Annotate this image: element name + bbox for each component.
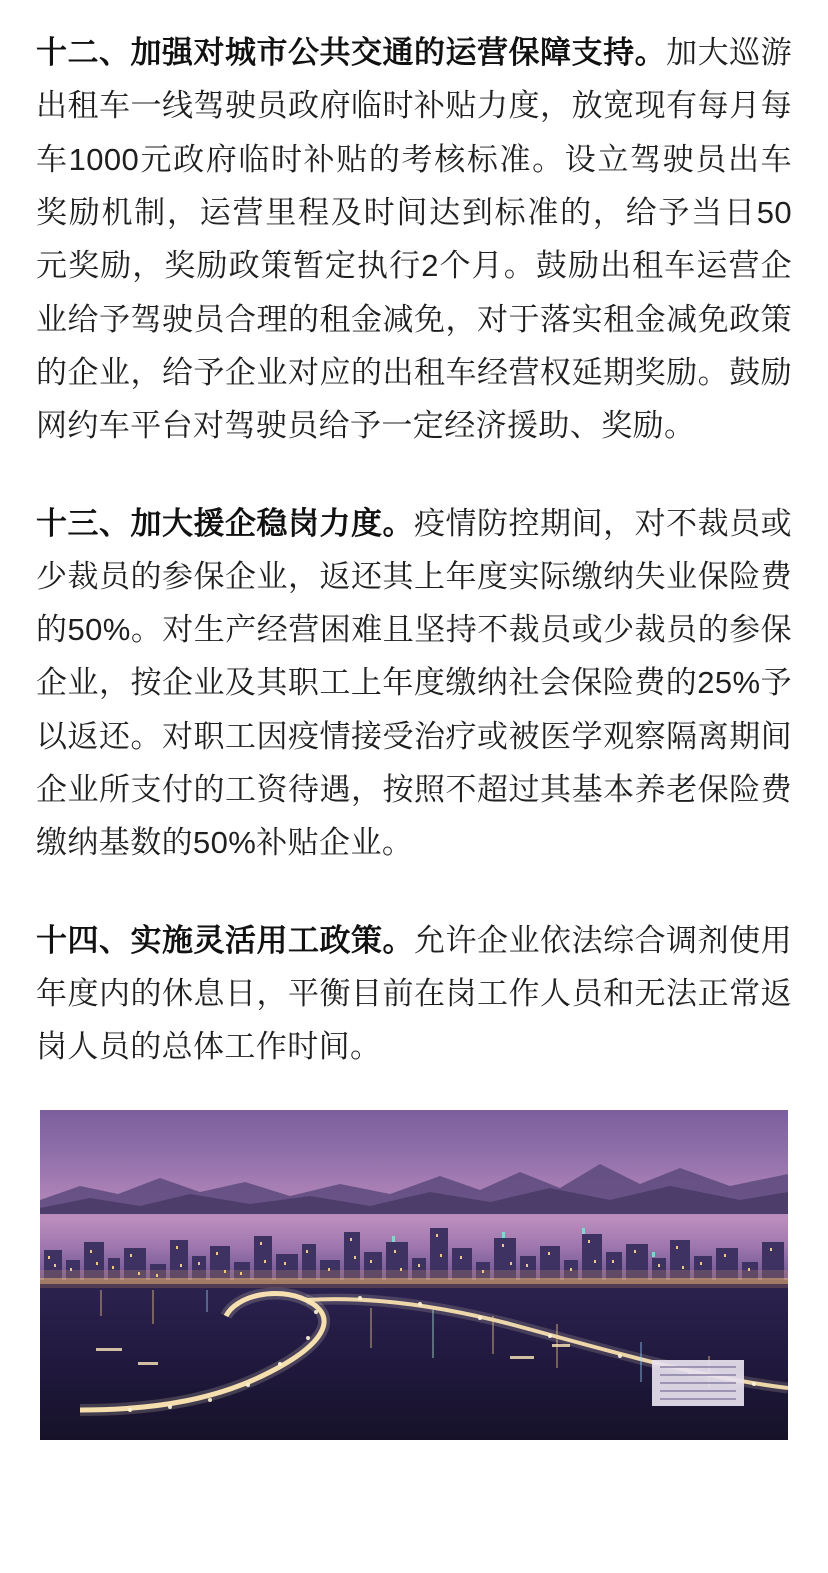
paragraph-12-body: 加大巡游出租车一线驾驶员政府临时补贴力度，放宽现有每月每车1000元政府临时补贴的考核标准。设立驾驶员出车奖励机制，运营里程及时间达到标准的，给予当日50元奖励，奖励政策暂定执行2个月。鼓励出租车运营企业给予驾驶员合理的租金减免，对于落实租金减免政策的企业，给予企业对应的出租车经营权延期奖励。鼓励网约车平台对驾驶员给予一定经济援助、奖励。 — [36, 35, 792, 444]
paragraph-14-lead: 十四、实施灵活用工政策。 — [36, 922, 415, 958]
paragraph-14-body: 允许企业依法综合调剂使用年度内的休息日，平衡目前在岗工作人员和无法正常返岗人员的总体工作时间。 — [36, 922, 792, 1065]
paragraph-12 — [36, 26, 792, 453]
paragraph-13-lead: 十三、加大援企稳岗力度。 — [36, 505, 415, 541]
bridge-and-lights — [40, 1110, 788, 1440]
paragraph-12-lead: 十二、加强对城市公共交通的运营保障支持。 — [36, 35, 667, 70]
paragraph-13-body: 疫情防控期间，对不裁员或少裁员的参保企业，返还其上年度实际缴纳失业保险费的50%。对生产经营困难且坚持不裁员或少裁员的参保企业，按企业及其职工上年度缴纳社会保险费的25%予以返还。对职工因疫情接受治疗或被医学观察隔离期间企业所支付的工资待遇，按照不超过其基本养老保险费缴纳基数的50%补贴企业。 — [36, 505, 792, 861]
article-image-container — [36, 1110, 792, 1440]
paragraph-14 — [36, 914, 792, 1074]
paragraph-13 — [36, 497, 792, 870]
city-night-photo — [40, 1110, 788, 1440]
